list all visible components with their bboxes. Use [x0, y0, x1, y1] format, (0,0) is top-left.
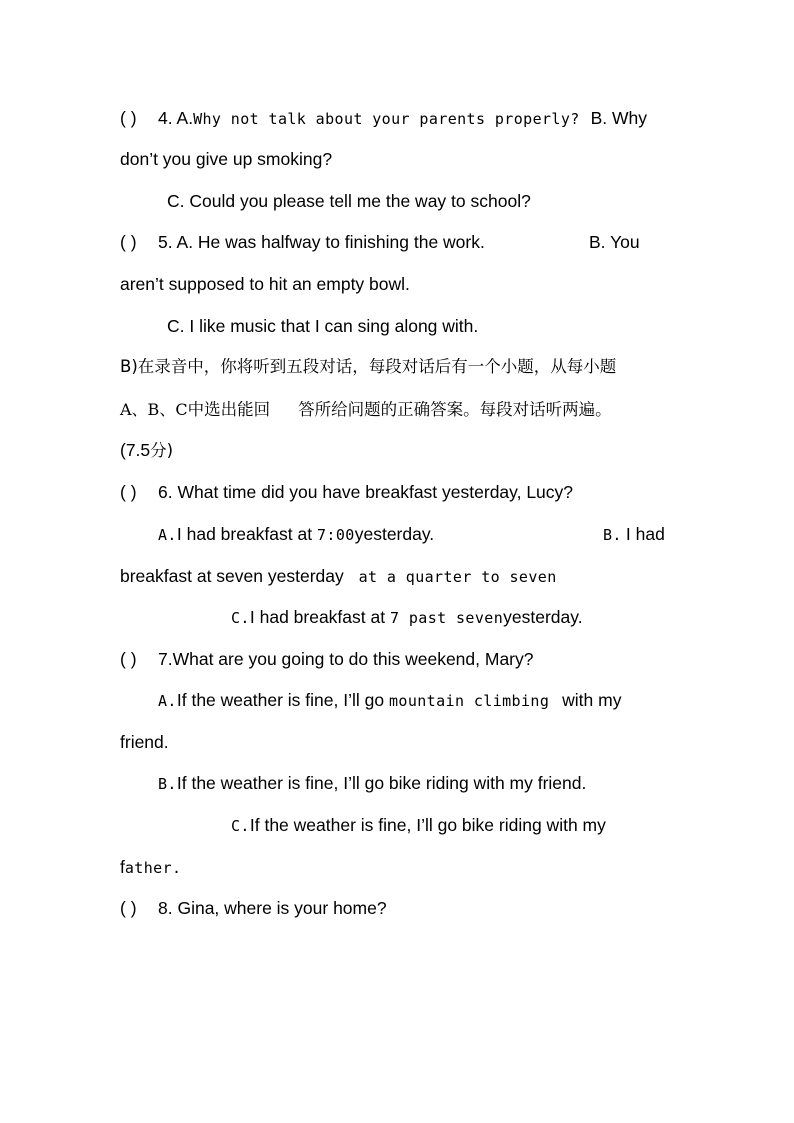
q8-stem-line: [120, 897, 387, 919]
q4-option-b-continued: don’t you give up smoking?: [120, 149, 333, 169]
option-c-text: If the weather is fine, I’ll go bike riding with my: [249, 815, 606, 835]
question-number: 4.: [158, 108, 173, 128]
q6-stem-line: [120, 481, 573, 503]
q7-option-b: [158, 772, 586, 795]
answer-bracket[interactable]: ( ): [120, 108, 137, 128]
q4-line-a: [120, 107, 647, 130]
q5-line-a: [120, 231, 485, 253]
score-unit: 分): [150, 441, 174, 460]
q6-option-c: [231, 606, 583, 629]
q5-option-b: B. You: [589, 232, 640, 252]
q7-stem-line: [120, 648, 534, 670]
option-a-text: I had breakfast at: [176, 524, 313, 544]
question-number: 5.: [158, 232, 173, 252]
option-b-text: If the weather is fine, I’ll go bike riding with my friend.: [176, 773, 587, 793]
instructions-part-a: 中选出能回: [187, 400, 271, 419]
option-a-text-end: with my: [562, 690, 622, 710]
option-a-letter: A.: [158, 526, 177, 544]
question-stem: 6. What time did you have breakfast yesterday, Lucy?: [158, 482, 574, 502]
q7-option-a: [158, 689, 621, 712]
answer-bracket[interactable]: ( ): [120, 649, 137, 669]
option-c-text: I had breakfast at: [249, 607, 386, 627]
option-a-letter: A.: [158, 692, 177, 710]
option-b-text-mono: at a quarter to seven: [358, 568, 557, 586]
option-b-letter: B.: [158, 775, 177, 793]
score-value: (7.5: [120, 440, 151, 460]
q6-option-b-continued: [120, 565, 557, 588]
q5-option-b-continued: aren’t supposed to hit an empty bowl.: [120, 274, 410, 294]
question-stem: 7.What are you going to do this weekend, Mary?: [158, 649, 534, 669]
section-b-instructions-line2: [120, 398, 612, 421]
abc-letters: A、B、C: [120, 400, 188, 419]
q7-option-c: [231, 814, 606, 837]
answer-bracket[interactable]: ( ): [120, 232, 137, 252]
question-stem: 8. Gina, where is your home?: [158, 898, 387, 918]
section-b-instructions-line1: B)在录音中，你将听到五段对话，每段对话后有一个小题，从每小题: [120, 357, 617, 376]
option-b-text: B. Why: [590, 108, 648, 128]
option-c-letter: C.: [231, 817, 250, 835]
instructions-part-b: 答所给问题的正确答案。每段对话听两遍。: [298, 400, 612, 419]
option-a-text: A. He was halfway to finishing the work.: [176, 232, 485, 252]
option-c-time: 7 past seven: [389, 609, 504, 627]
section-b-score: [120, 439, 173, 462]
option-a-mono: mountain climbing: [388, 692, 550, 710]
option-c-text-end: yesterday.: [503, 607, 583, 627]
option-a-time: 7:00: [316, 526, 355, 544]
answer-bracket[interactable]: ( ): [120, 898, 137, 918]
option-a-letter: A.: [176, 108, 194, 128]
q7-option-c-continued: [120, 856, 181, 879]
option-a-text: If the weather is fine, I’ll go: [176, 690, 385, 710]
q6-option-a: [158, 523, 434, 546]
option-b-text: I had: [625, 524, 665, 544]
option-c-cont-first: f: [120, 857, 125, 877]
q4-option-c: C. Could you please tell me the way to school?: [167, 191, 531, 211]
option-c-cont-rest: ather.: [124, 859, 182, 877]
q6-option-b: [603, 523, 665, 546]
option-c-letter: C.: [231, 609, 250, 627]
q7-option-a-continued: friend.: [120, 732, 169, 752]
option-a-text-end: yesterday.: [354, 524, 435, 544]
option-a-text: Why not talk about your parents properly?: [193, 110, 580, 128]
option-b-text-cont: breakfast at seven yesterday: [120, 566, 344, 586]
answer-bracket[interactable]: ( ): [120, 482, 137, 502]
q5-option-c: C. I like music that I can sing along with.: [167, 316, 479, 336]
option-b-letter: B.: [603, 526, 622, 544]
